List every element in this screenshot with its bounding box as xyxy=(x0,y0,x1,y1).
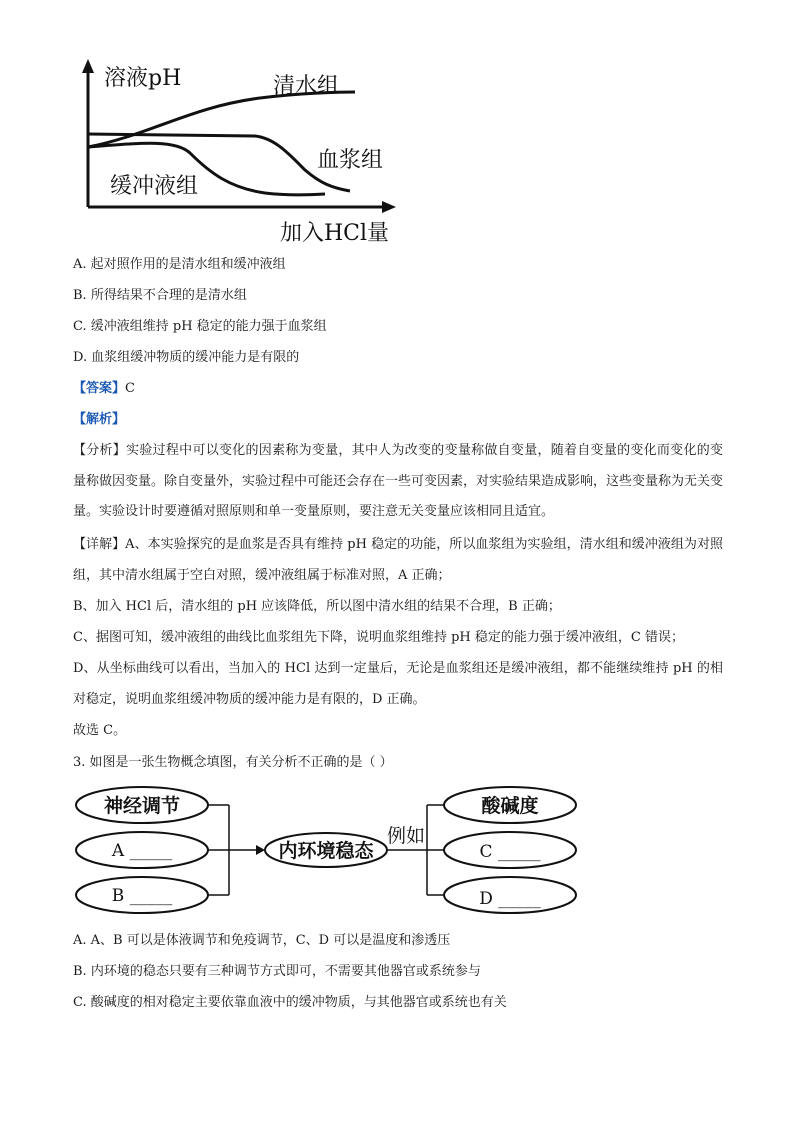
q3-stem: 3. 如图是一张生物概念填图，有关分析不正确的是（ ） xyxy=(73,755,393,770)
fenxi-label: 【分析】 xyxy=(73,443,127,458)
fenxi-text: 实验过程中可以变化的因素称为变量，其中人为改变的变量称做自变量，随着自变量的变化而变化的变量称做因变量。除自变量外，实验过程中可能还会存在一些可变因素，对实验结果造成影响，这些变量称为无关变量。实验设计时要遵循对照原则和单一变量原则，要注意无关变量应该相同且适宜。 xyxy=(73,443,724,519)
conclusion: 故选 C。 xyxy=(73,723,127,738)
node-a-label: A _____ xyxy=(111,841,173,861)
x-axis-arrow-icon xyxy=(382,201,396,213)
xiangjie-c-paragraph: C、据图可知，缓冲液组的曲线比血浆组先下降，说明血浆组维持 pH 稳定的能力强于缓冲液组，C 错误； xyxy=(73,630,684,645)
answer-label: 【答案】 xyxy=(73,381,126,396)
arrow-head-icon xyxy=(256,845,265,855)
series-label-buffer: 缓冲液组 xyxy=(110,174,199,199)
ph-chart xyxy=(70,55,410,250)
series-water-line xyxy=(88,92,355,147)
fenxi-paragraph xyxy=(73,436,723,528)
q2-option-b: B. 所得结果不合理的是清水组 xyxy=(73,288,247,303)
answer-value: C xyxy=(125,381,135,396)
node-center-label: 内环境稳态 xyxy=(278,840,374,862)
node-d-label: D _____ xyxy=(479,889,541,909)
analysis-label: 【解析】 xyxy=(73,412,126,427)
xiangjie-label: 【详解】 xyxy=(73,537,126,552)
q2-option-c: C. 缓冲液组维持 pH 稳定的能力强于血浆组 xyxy=(73,319,327,334)
concept-diagram xyxy=(75,782,585,917)
analysis-heading xyxy=(73,411,125,429)
xiangjie-text-a: A、本实验探究的是血浆是否具有维持 pH 稳定的功能，所以血浆组为实验组，清水组和缓冲液组为对照组，其中清水组属于空白对照，缓冲液组属于标准对照，A 正确； xyxy=(73,537,723,583)
node-c-label: C _____ xyxy=(479,842,541,862)
xiangjie-a-paragraph xyxy=(73,530,723,591)
y-axis-arrow-icon xyxy=(82,59,94,73)
node-suanjian-label: 酸碱度 xyxy=(481,795,539,817)
xiangjie-b-paragraph: B、加入 HCl 后，清水组的 pH 应该降低，所以图中清水组的结果不合理，B 正确； xyxy=(73,599,561,614)
series-label-plasma: 血浆组 xyxy=(317,148,384,173)
xiangjie-d-paragraph: D、从坐标曲线可以看出，当加入的 HCl 达到一定量后，无论是血浆组还是缓冲液组，都不能继续维持 pH 的相对稳定，说明血浆组缓冲物质的缓冲能力是有限的，D 正确。 xyxy=(73,661,723,707)
q3-option-b: B. 内环境的稳态只要有三种调节方式即可，不需要其他器官或系统参与 xyxy=(73,964,481,979)
q3-option-a: A. A、B 可以是体液调节和免疫调节，C、D 可以是温度和渗透压 xyxy=(73,933,451,948)
node-b-label: B _____ xyxy=(111,886,173,906)
series-label-water: 清水组 xyxy=(273,74,340,99)
y-axis-label: 溶液pH xyxy=(104,66,182,91)
answer-line xyxy=(73,380,135,398)
x-axis-label: 加入HCl量 xyxy=(280,221,390,246)
q2-option-d: D. 血浆组缓冲物质的缓冲能力是有限的 xyxy=(73,350,300,365)
q2-option-a: A. 起对照作用的是清水组和缓冲液组 xyxy=(73,257,286,272)
node-shenjing-label: 神经调节 xyxy=(103,795,181,817)
q3-option-c: C. 酸碱度的相对稳定主要依靠血液中的缓冲物质，与其他器官或系统也有关 xyxy=(73,995,507,1010)
connector-label: 例如 xyxy=(386,825,426,847)
